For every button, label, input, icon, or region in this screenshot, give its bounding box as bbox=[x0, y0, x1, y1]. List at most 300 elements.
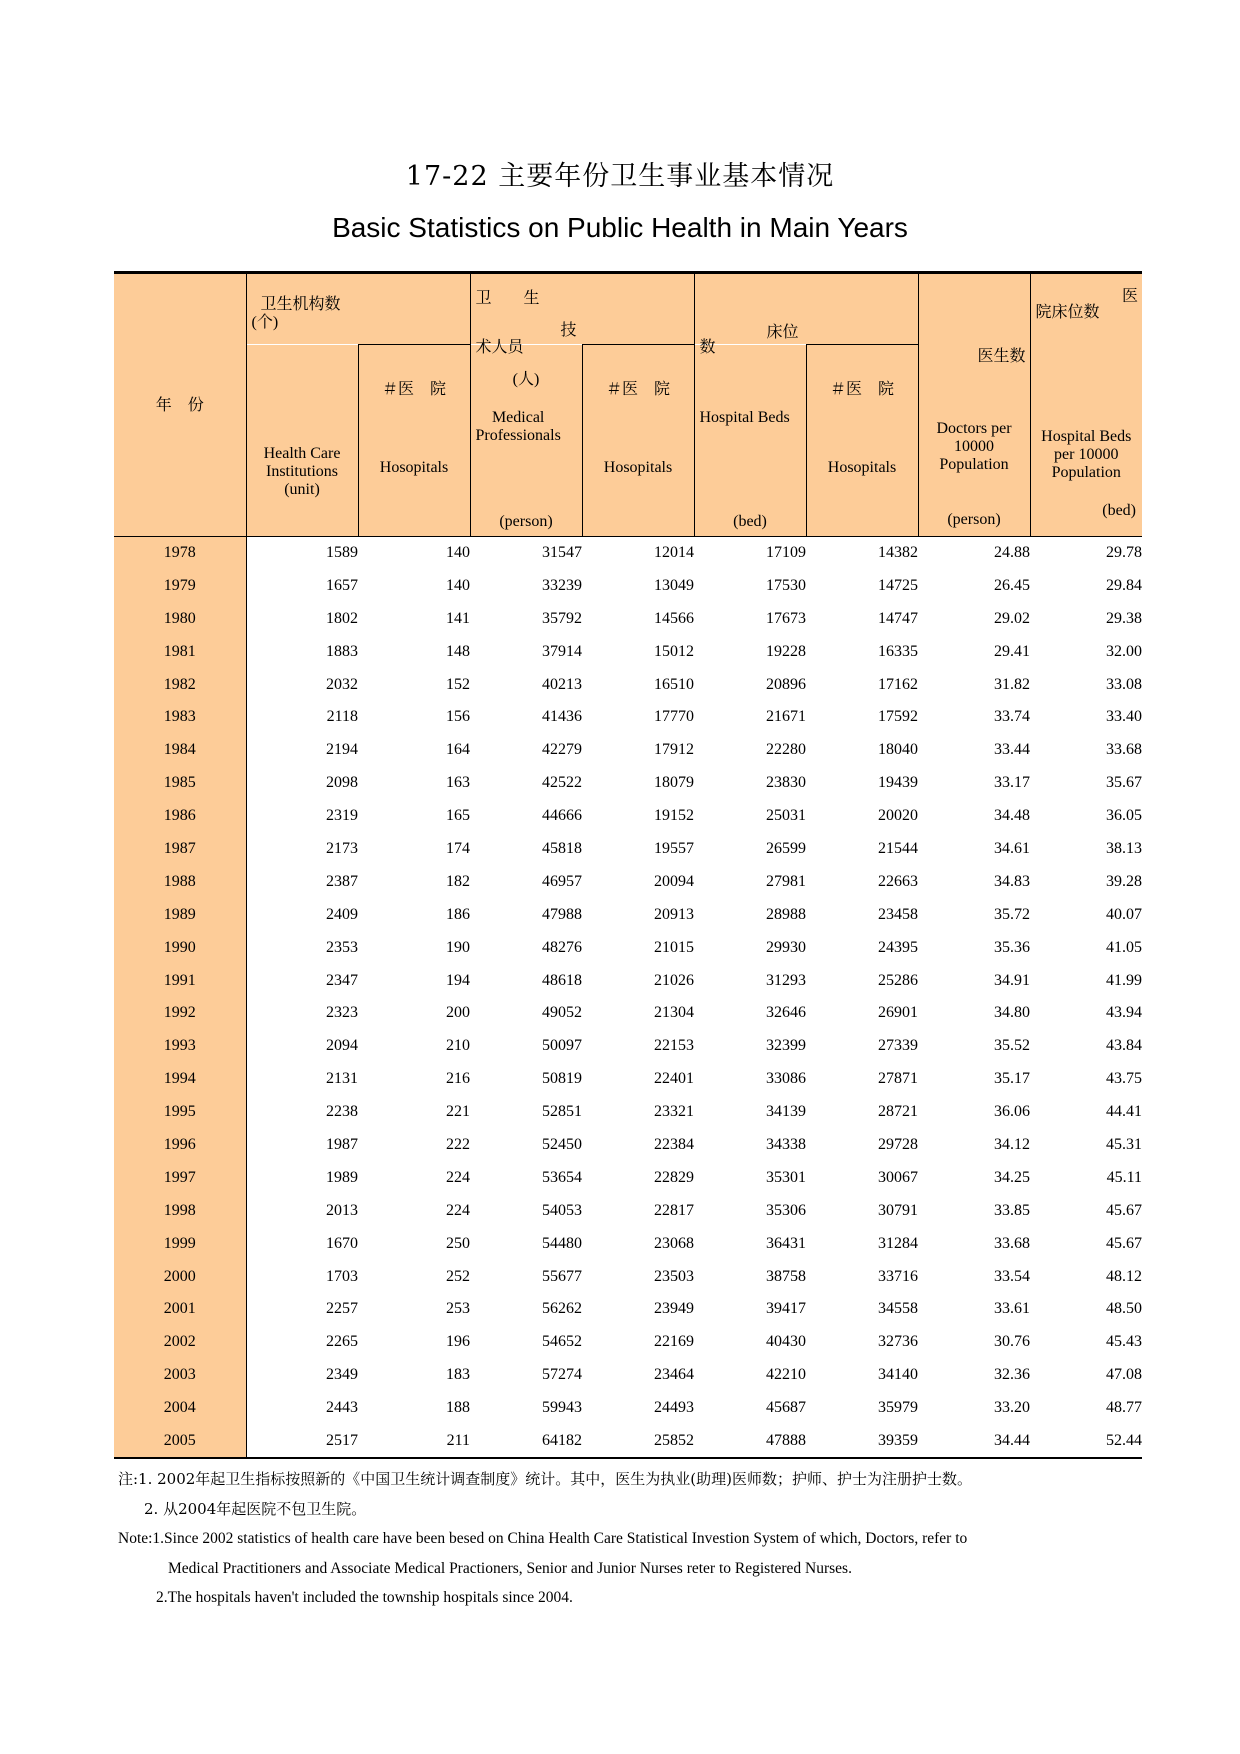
value-cell: 2409 bbox=[326, 905, 358, 923]
value-cell: 59943 bbox=[542, 1399, 582, 1417]
value-cell: 45.43 bbox=[1106, 1333, 1142, 1351]
value-cell: 32646 bbox=[766, 1004, 806, 1022]
value-cell: 1989 bbox=[326, 1168, 358, 1186]
value-cell: 45.11 bbox=[1106, 1168, 1142, 1186]
value-cell: 18079 bbox=[654, 774, 694, 792]
header-institutions-cn: 卫生机构数 bbox=[260, 296, 341, 313]
value-cell: 210 bbox=[446, 1037, 470, 1055]
note-en-1-continued: Medical Practitioners and Associate Medical Practioners, Senior and Junior Nurses reter to Registered Nurses. bbox=[168, 1559, 852, 1577]
table-row bbox=[114, 1359, 1142, 1392]
value-cell: 21015 bbox=[654, 938, 694, 956]
value-cell: 42279 bbox=[542, 741, 582, 759]
table-row bbox=[114, 767, 1142, 800]
value-cell: 35306 bbox=[766, 1201, 806, 1219]
header-professionals-cn-c: 术人员 bbox=[475, 338, 524, 356]
note-en-2: 2.The hospitals haven't included the township hospitals since 2004. bbox=[156, 1589, 573, 1606]
value-cell: 32736 bbox=[878, 1333, 918, 1351]
header-hb-cn-b: 院床位数 bbox=[1035, 304, 1100, 321]
value-cell: 2194 bbox=[326, 741, 358, 759]
value-cell: 194 bbox=[446, 971, 470, 989]
value-cell: 2118 bbox=[326, 708, 358, 726]
value-cell: 49052 bbox=[542, 1004, 582, 1022]
value-cell: 43.84 bbox=[1106, 1037, 1142, 1055]
value-cell: 47988 bbox=[542, 905, 582, 923]
value-cell: 25852 bbox=[582, 1425, 694, 1459]
year-cell: 2003 bbox=[114, 1359, 246, 1392]
header-beds-hosp-en: Hosopitals bbox=[827, 459, 897, 476]
value-cell: 224 bbox=[446, 1168, 470, 1186]
value-cell: 1589 bbox=[326, 543, 358, 561]
value-cell: 33.40 bbox=[1106, 708, 1142, 726]
value-cell: 41.05 bbox=[1106, 938, 1142, 956]
header-hb-en: Hospital Beds per 10000 Population bbox=[1041, 428, 1132, 481]
header-hb-unit: (bed) bbox=[1102, 502, 1136, 519]
value-cell: 221 bbox=[446, 1103, 470, 1121]
value-cell: 34139 bbox=[766, 1103, 806, 1121]
value-cell: 34338 bbox=[766, 1135, 806, 1153]
value-cell: 224 bbox=[446, 1201, 470, 1219]
value-cell: 1703 bbox=[326, 1267, 358, 1285]
value-cell: 2098 bbox=[326, 774, 358, 792]
value-cell: 33716 bbox=[878, 1267, 918, 1285]
statistics-table bbox=[114, 271, 1142, 1459]
value-cell: 29.02 bbox=[994, 609, 1030, 627]
value-cell: 29930 bbox=[766, 938, 806, 956]
value-cell: 24493 bbox=[654, 1399, 694, 1417]
value-cell: 50097 bbox=[542, 1037, 582, 1055]
value-cell: 48.50 bbox=[1106, 1300, 1142, 1318]
year-cell: 2000 bbox=[114, 1260, 246, 1293]
value-cell: 222 bbox=[446, 1135, 470, 1153]
value-cell: 34.83 bbox=[994, 872, 1030, 890]
value-cell: 21304 bbox=[654, 1004, 694, 1022]
header-beds-hospitals bbox=[806, 345, 918, 537]
header-inst-hospitals bbox=[358, 345, 470, 537]
value-cell: 26.45 bbox=[994, 576, 1030, 594]
value-cell: 174 bbox=[446, 839, 470, 857]
value-cell: 33.61 bbox=[994, 1300, 1030, 1318]
value-cell: 2349 bbox=[326, 1366, 358, 1384]
value-cell: 152 bbox=[446, 675, 470, 693]
year-cell: 1998 bbox=[114, 1194, 246, 1227]
value-cell: 52.44 bbox=[1030, 1425, 1142, 1459]
header-institutions-group bbox=[246, 273, 470, 345]
value-cell: 24395 bbox=[878, 938, 918, 956]
value-cell: 211 bbox=[358, 1425, 470, 1459]
value-cell: 54480 bbox=[542, 1234, 582, 1252]
value-cell: 19439 bbox=[878, 774, 918, 792]
value-cell: 52450 bbox=[542, 1135, 582, 1153]
year-cell: 1993 bbox=[114, 1030, 246, 1063]
header-institutions bbox=[246, 345, 358, 537]
header-beds-group bbox=[694, 273, 918, 345]
header-doctors-unit: (person) bbox=[947, 511, 1001, 528]
value-cell: 2353 bbox=[326, 938, 358, 956]
value-cell: 40213 bbox=[542, 675, 582, 693]
value-cell: 33.68 bbox=[994, 1234, 1030, 1252]
value-cell: 18040 bbox=[878, 741, 918, 759]
value-cell: 23830 bbox=[766, 774, 806, 792]
value-cell: 17592 bbox=[878, 708, 918, 726]
value-cell: 34.12 bbox=[994, 1135, 1030, 1153]
value-cell: 14566 bbox=[654, 609, 694, 627]
table-row bbox=[114, 997, 1142, 1030]
value-cell: 34140 bbox=[878, 1366, 918, 1384]
value-cell: 44.41 bbox=[1106, 1103, 1142, 1121]
year-cell: 1982 bbox=[114, 668, 246, 701]
value-cell: 56262 bbox=[542, 1300, 582, 1318]
value-cell: 216 bbox=[446, 1070, 470, 1088]
header-beds-cn-b: 数 bbox=[699, 338, 716, 356]
value-cell: 23503 bbox=[654, 1267, 694, 1285]
header-professionals-cn-a: 卫 生 bbox=[475, 290, 540, 307]
value-cell: 45.31 bbox=[1106, 1135, 1142, 1153]
header-year bbox=[114, 273, 246, 537]
header-professionals-en: Medical Professionals bbox=[475, 408, 561, 444]
table-row bbox=[114, 1161, 1142, 1194]
table-row bbox=[114, 536, 1142, 569]
value-cell: 53654 bbox=[542, 1168, 582, 1186]
header-hb-cn-a: 医 bbox=[1121, 288, 1138, 305]
value-cell: 31.82 bbox=[994, 675, 1030, 693]
value-cell: 33.17 bbox=[994, 774, 1030, 792]
value-cell: 35.72 bbox=[994, 905, 1030, 923]
value-cell: 45.67 bbox=[1106, 1234, 1142, 1252]
header-beds-cn-a: 床位 bbox=[766, 324, 799, 341]
value-cell: 252 bbox=[446, 1267, 470, 1285]
header-beds bbox=[694, 338, 806, 537]
year-cell: 1979 bbox=[114, 569, 246, 602]
header-institutions-unit-cn: (个) bbox=[251, 314, 279, 331]
header-prof-hospitals bbox=[582, 345, 694, 537]
value-cell: 165 bbox=[446, 807, 470, 825]
table-row bbox=[114, 701, 1142, 734]
page-title-cn: 17-22 主要年份卫生事业基本情况 bbox=[405, 161, 835, 192]
value-cell: 39417 bbox=[766, 1300, 806, 1318]
header-professionals-cn-b: 技 bbox=[560, 322, 577, 339]
value-cell: 29728 bbox=[878, 1135, 918, 1153]
value-cell: 43.94 bbox=[1106, 1004, 1142, 1022]
value-cell: 2319 bbox=[326, 807, 358, 825]
value-cell: 140 bbox=[446, 576, 470, 594]
value-cell: 31293 bbox=[766, 971, 806, 989]
value-cell: 140 bbox=[446, 543, 470, 561]
value-cell: 34.25 bbox=[994, 1168, 1030, 1186]
value-cell: 22280 bbox=[766, 741, 806, 759]
table-row bbox=[114, 668, 1142, 701]
value-cell: 196 bbox=[446, 1333, 470, 1351]
year-cell: 1984 bbox=[114, 734, 246, 767]
value-cell: 2013 bbox=[326, 1201, 358, 1219]
header-professionals-unit-cn: (人) bbox=[512, 370, 540, 388]
value-cell: 48.12 bbox=[1106, 1267, 1142, 1285]
value-cell: 15012 bbox=[654, 642, 694, 660]
value-cell: 19557 bbox=[654, 839, 694, 857]
value-cell: 26901 bbox=[878, 1004, 918, 1022]
year-cell: 2004 bbox=[114, 1392, 246, 1425]
note-en-1: Note:1.Since 2002 statistics of health care have been besed on China Health Care Statistical Investion System of which, Doctors, refer to bbox=[118, 1530, 968, 1547]
value-cell: 22817 bbox=[654, 1201, 694, 1219]
value-cell: 2265 bbox=[326, 1333, 358, 1351]
table-row bbox=[114, 602, 1142, 635]
header-inst-hosp-en: Hosopitals bbox=[379, 459, 449, 476]
year-cell: 1994 bbox=[114, 1063, 246, 1096]
table-row bbox=[114, 1293, 1142, 1326]
value-cell: 1987 bbox=[326, 1135, 358, 1153]
year-cell: 1990 bbox=[114, 931, 246, 964]
value-cell: 17912 bbox=[654, 741, 694, 759]
value-cell: 39359 bbox=[806, 1425, 918, 1459]
value-cell: 16510 bbox=[654, 675, 694, 693]
value-cell: 2238 bbox=[326, 1103, 358, 1121]
value-cell: 47888 bbox=[694, 1425, 806, 1459]
year-cell: 1997 bbox=[114, 1161, 246, 1194]
value-cell: 13049 bbox=[654, 576, 694, 594]
year-cell: 1996 bbox=[114, 1129, 246, 1162]
table-row bbox=[114, 800, 1142, 833]
note-cn-2: 2. 从2004年起医院不包卫生院。 bbox=[144, 1499, 367, 1518]
value-cell: 21544 bbox=[878, 839, 918, 857]
value-cell: 36431 bbox=[766, 1234, 806, 1252]
value-cell: 190 bbox=[446, 938, 470, 956]
value-cell: 40.07 bbox=[1106, 905, 1142, 923]
year-cell: 1978 bbox=[114, 536, 246, 569]
value-cell: 45818 bbox=[542, 839, 582, 857]
value-cell: 29.84 bbox=[1106, 576, 1142, 594]
value-cell: 2387 bbox=[326, 872, 358, 890]
value-cell: 41436 bbox=[542, 708, 582, 726]
value-cell: 16335 bbox=[878, 642, 918, 660]
header-beds-unit-en: (bed) bbox=[733, 512, 767, 530]
value-cell: 17530 bbox=[766, 576, 806, 594]
value-cell: 163 bbox=[446, 774, 470, 792]
value-cell: 29.41 bbox=[994, 642, 1030, 660]
value-cell: 23458 bbox=[878, 905, 918, 923]
value-cell: 42210 bbox=[766, 1366, 806, 1384]
value-cell: 46957 bbox=[542, 872, 582, 890]
table-row bbox=[114, 833, 1142, 866]
value-cell: 17673 bbox=[766, 609, 806, 627]
value-cell: 33.08 bbox=[1106, 675, 1142, 693]
year-cell: 1985 bbox=[114, 767, 246, 800]
value-cell: 19228 bbox=[766, 642, 806, 660]
value-cell: 17770 bbox=[654, 708, 694, 726]
value-cell: 33086 bbox=[766, 1070, 806, 1088]
table-row bbox=[114, 635, 1142, 668]
value-cell: 55677 bbox=[542, 1267, 582, 1285]
value-cell: 45687 bbox=[766, 1399, 806, 1417]
value-cell: 31547 bbox=[542, 543, 582, 561]
value-cell: 17109 bbox=[766, 543, 806, 561]
value-cell: 24.88 bbox=[994, 543, 1030, 561]
table-row bbox=[114, 1425, 1142, 1459]
value-cell: 22829 bbox=[654, 1168, 694, 1186]
value-cell: 182 bbox=[446, 872, 470, 890]
value-cell: 35.36 bbox=[994, 938, 1030, 956]
value-cell: 1670 bbox=[326, 1234, 358, 1252]
value-cell: 141 bbox=[446, 609, 470, 627]
value-cell: 2347 bbox=[326, 971, 358, 989]
value-cell: 35.17 bbox=[994, 1070, 1030, 1088]
year-cell: 1988 bbox=[114, 865, 246, 898]
value-cell: 20094 bbox=[654, 872, 694, 890]
value-cell: 23949 bbox=[654, 1300, 694, 1318]
value-cell: 35301 bbox=[766, 1168, 806, 1186]
value-cell: 45.67 bbox=[1106, 1201, 1142, 1219]
value-cell: 148 bbox=[446, 642, 470, 660]
value-cell: 17162 bbox=[878, 675, 918, 693]
table-row bbox=[114, 1326, 1142, 1359]
header-prof-hosp-en: Hosopitals bbox=[603, 459, 673, 476]
value-cell: 33239 bbox=[542, 576, 582, 594]
value-cell: 1802 bbox=[326, 609, 358, 627]
note-cn-1: 注:1. 2002年起卫生指标按照新的《中国卫生统计调查制度》统计。其中，医生为执业(助理)医师数；护师、护士为注册护士数。 bbox=[118, 1470, 973, 1488]
value-cell: 33.85 bbox=[994, 1201, 1030, 1219]
value-cell: 57274 bbox=[542, 1366, 582, 1384]
header-inst-hosp-cn: ＃医 院 bbox=[381, 381, 446, 398]
value-cell: 48.77 bbox=[1106, 1399, 1142, 1417]
value-cell: 44666 bbox=[542, 807, 582, 825]
header-hospital-beds-per-10000 bbox=[1030, 273, 1142, 537]
value-cell: 29.38 bbox=[1106, 609, 1142, 627]
year-cell: 2005 bbox=[114, 1425, 246, 1459]
year-cell: 1986 bbox=[114, 800, 246, 833]
value-cell: 2517 bbox=[246, 1425, 358, 1459]
value-cell: 28721 bbox=[878, 1103, 918, 1121]
value-cell: 36.06 bbox=[994, 1103, 1030, 1121]
value-cell: 156 bbox=[446, 708, 470, 726]
value-cell: 22169 bbox=[654, 1333, 694, 1351]
header-professionals-group bbox=[470, 273, 694, 345]
value-cell: 32399 bbox=[766, 1037, 806, 1055]
value-cell: 32.00 bbox=[1106, 642, 1142, 660]
value-cell: 14747 bbox=[878, 609, 918, 627]
year-cell: 1980 bbox=[114, 602, 246, 635]
table-row bbox=[114, 1194, 1142, 1227]
header-doctors bbox=[918, 273, 1030, 537]
table-row bbox=[114, 931, 1142, 964]
value-cell: 35.52 bbox=[994, 1037, 1030, 1055]
page-title-en: Basic Statistics on Public Health in Main Years bbox=[332, 212, 908, 243]
value-cell: 32.36 bbox=[994, 1366, 1030, 1384]
value-cell: 34.91 bbox=[994, 971, 1030, 989]
value-cell: 64182 bbox=[470, 1425, 582, 1459]
value-cell: 54053 bbox=[542, 1201, 582, 1219]
value-cell: 34.48 bbox=[994, 807, 1030, 825]
year-cell: 1987 bbox=[114, 833, 246, 866]
value-cell: 42522 bbox=[542, 774, 582, 792]
table-row bbox=[114, 1260, 1142, 1293]
header-professionals-unit-en: (person) bbox=[499, 512, 553, 530]
value-cell: 41.99 bbox=[1106, 971, 1142, 989]
value-cell: 48276 bbox=[542, 938, 582, 956]
value-cell: 20020 bbox=[878, 807, 918, 825]
value-cell: 25286 bbox=[878, 971, 918, 989]
table-row bbox=[114, 1392, 1142, 1425]
value-cell: 27339 bbox=[878, 1037, 918, 1055]
value-cell: 34558 bbox=[878, 1300, 918, 1318]
value-cell: 30067 bbox=[878, 1168, 918, 1186]
header-beds-hosp-cn: ＃医 院 bbox=[829, 381, 894, 398]
year-cell: 2002 bbox=[114, 1326, 246, 1359]
value-cell: 14725 bbox=[878, 576, 918, 594]
table-row bbox=[114, 1030, 1142, 1063]
value-cell: 33.44 bbox=[994, 741, 1030, 759]
value-cell: 23068 bbox=[654, 1234, 694, 1252]
table-row bbox=[114, 964, 1142, 997]
value-cell: 34.61 bbox=[994, 839, 1030, 857]
value-cell: 22384 bbox=[654, 1135, 694, 1153]
value-cell: 23464 bbox=[654, 1366, 694, 1384]
header-institutions-en: Health Care Institutions (unit) bbox=[263, 444, 341, 498]
value-cell: 33.68 bbox=[1106, 741, 1142, 759]
value-cell: 200 bbox=[446, 1004, 470, 1022]
value-cell: 2131 bbox=[326, 1070, 358, 1088]
value-cell: 37914 bbox=[542, 642, 582, 660]
value-cell: 2173 bbox=[326, 839, 358, 857]
value-cell: 20913 bbox=[654, 905, 694, 923]
value-cell: 31284 bbox=[878, 1234, 918, 1252]
value-cell: 43.75 bbox=[1106, 1070, 1142, 1088]
value-cell: 35792 bbox=[542, 609, 582, 627]
value-cell: 30791 bbox=[878, 1201, 918, 1219]
year-cell: 1999 bbox=[114, 1227, 246, 1260]
value-cell: 34.80 bbox=[994, 1004, 1030, 1022]
value-cell: 188 bbox=[446, 1399, 470, 1417]
value-cell: 40430 bbox=[766, 1333, 806, 1351]
value-cell: 14382 bbox=[878, 543, 918, 561]
table-row bbox=[114, 1129, 1142, 1162]
value-cell: 35.67 bbox=[1106, 774, 1142, 792]
value-cell: 1657 bbox=[326, 576, 358, 594]
year-cell: 1995 bbox=[114, 1096, 246, 1129]
header-doctors-cn: 医生数 bbox=[977, 348, 1026, 365]
header-professionals bbox=[470, 338, 582, 537]
value-cell: 28988 bbox=[766, 905, 806, 923]
value-cell: 36.05 bbox=[1106, 807, 1142, 825]
value-cell: 38.13 bbox=[1106, 839, 1142, 857]
table-row bbox=[114, 865, 1142, 898]
table-row bbox=[114, 1096, 1142, 1129]
value-cell: 35979 bbox=[878, 1399, 918, 1417]
value-cell: 12014 bbox=[654, 543, 694, 561]
year-cell: 1983 bbox=[114, 701, 246, 734]
value-cell: 2257 bbox=[326, 1300, 358, 1318]
value-cell: 164 bbox=[446, 741, 470, 759]
header-prof-hosp-cn: ＃医 院 bbox=[605, 381, 670, 398]
value-cell: 34.44 bbox=[918, 1425, 1030, 1459]
year-cell: 2001 bbox=[114, 1293, 246, 1326]
table-body bbox=[114, 536, 1142, 1458]
value-cell: 22153 bbox=[654, 1037, 694, 1055]
value-cell: 30.76 bbox=[994, 1333, 1030, 1351]
value-cell: 23321 bbox=[654, 1103, 694, 1121]
value-cell: 1883 bbox=[326, 642, 358, 660]
footnotes bbox=[118, 1465, 972, 1613]
value-cell: 2032 bbox=[326, 675, 358, 693]
value-cell: 25031 bbox=[766, 807, 806, 825]
value-cell: 33.54 bbox=[994, 1267, 1030, 1285]
table-row bbox=[114, 734, 1142, 767]
value-cell: 33.74 bbox=[994, 708, 1030, 726]
value-cell: 19152 bbox=[654, 807, 694, 825]
value-cell: 2323 bbox=[326, 1004, 358, 1022]
value-cell: 50819 bbox=[542, 1070, 582, 1088]
header-beds-en: Hospital Beds bbox=[699, 408, 790, 426]
year-cell: 1981 bbox=[114, 635, 246, 668]
value-cell: 20896 bbox=[766, 675, 806, 693]
header-doctors-en: Doctors per 10000 Population bbox=[936, 420, 1012, 473]
